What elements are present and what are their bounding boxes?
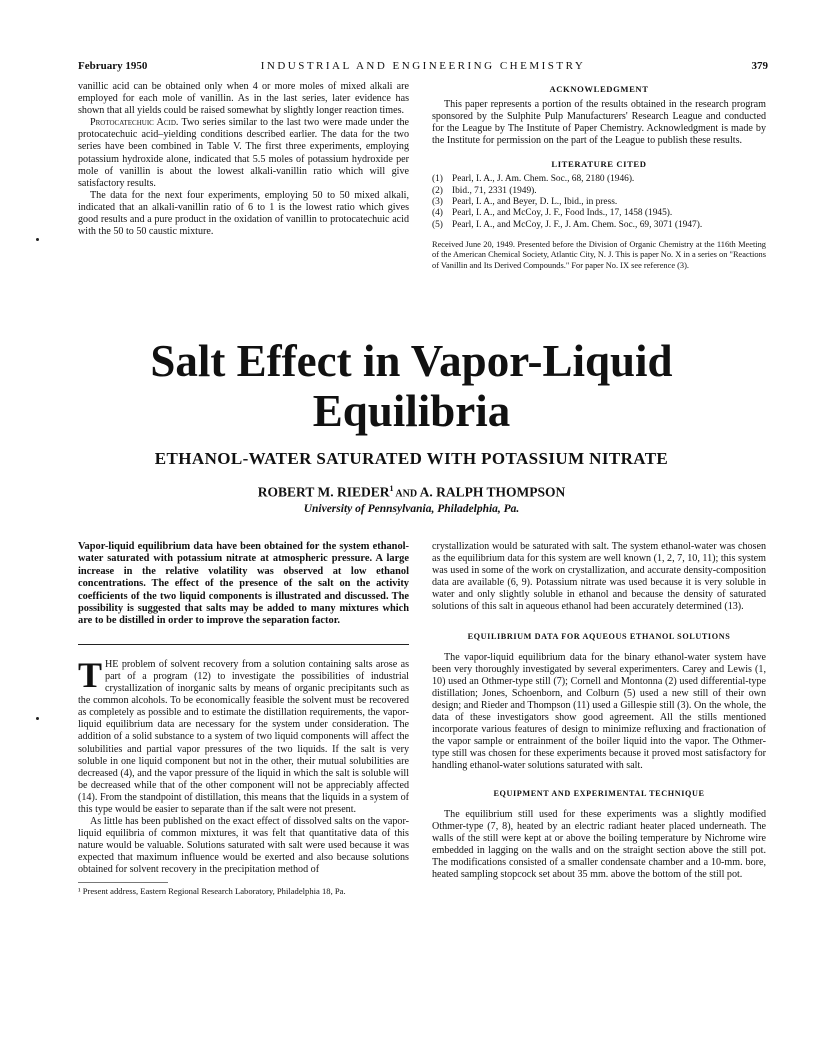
equilibrium-data-text: The vapor-liquid equilibrium data for the binary ethanol-water system have been very thoroughly investigated by several experimenters. Carey and Lewis (1, 10) used an Othmer-type still (7); Cornell and Montonna (2) used differential-type distillation; Jones, Schoenborn, and Colburn (5) used a new still of their own design; and Rieder and Thompson (11) used a Gillespie still (3). On the whole, the data of these investigators show good agreement. All the stills mentioned incorporate various features of design to minimize refluxing and fractionation of the vapor sample or entrainment of the boiler liquid into the vapor. The Othmer-type still was chosen for these experiments because it proved most satisfactory for handling ethanol-water solutions saturated with salt. <box>432 651 766 772</box>
abstract-divider <box>78 644 409 645</box>
article-right-column <box>432 541 766 881</box>
received-note: Received June 20, 1949. Presented before the Division of Organic Chemistry at the 116th Meeting of the American Chemical Society, Atlantic City, N. J. This is paper No. X in a series on "Reactions of Vanillin and Its Derived Compounds." For paper No. IX see reference (3). <box>432 239 766 271</box>
equipment-section <box>432 809 766 882</box>
authors-and: AND <box>393 488 420 500</box>
intro-paragraph-1 <box>78 654 409 816</box>
abstract: Vapor-liquid equilibrium data have been obtained for the system ethanol-water saturated with potassium nitrate at atmospheric pressure. A large increase in the relative volatility was observed at low ethanol concentrations. The effect of the presence of the salt on the activity coefficients of the two liquid components is illustrated and discussed. The possibility is suggested that salts may be added to many mixtures which are to be distilled in order to improve the separation factor. <box>78 541 409 627</box>
introduction <box>78 654 409 877</box>
acknowledgment-heading: ACKNOWLEDGMENT <box>549 84 649 94</box>
drop-cap: T <box>78 654 103 695</box>
prev-article-left-column <box>78 81 409 238</box>
article-title <box>0 336 823 436</box>
prev-paragraph-2 <box>78 117 409 190</box>
reference-item: (3) Pearl, I. A., and Beyer, D. L., Ibid., in press. <box>432 196 618 207</box>
footnote-rule <box>78 882 168 883</box>
equipment-text: The equilibrium still used for these experiments was a slightly modified Othmer-type (7, 8), heated by an electric radiant heater placed underneath. The walls of the still were kept at or above the boiling temperature by Nichrome wire embedded in lagging on the walls and on the straight section above the still pot. The modifications consisted of a smaller condensate chamber and a 10-mm. bore, heated sampling stopcock set about 35 mm. above the bottom of the still pot. <box>432 808 766 880</box>
issue-date: February 1950 <box>78 60 148 72</box>
equilibrium-data-section <box>432 652 766 773</box>
author-rieder: ROBERT M. RIEDER <box>257 484 390 500</box>
reference-item: (2) Ibid., 71, 2331 (1949). <box>432 185 537 196</box>
article-authors <box>0 484 823 501</box>
reference-item: (4) Pearl, I. A., and McCoy, J. F., Food Inds., 17, 1458 (1945). <box>432 208 673 219</box>
affiliation: University of Pennsylvania, Philadelphia, Pa. <box>303 503 520 515</box>
article-left-column <box>78 541 409 896</box>
intro-paragraph-1-text: HE problem of solvent recovery from a solution containing salts arose as part of a program (12) to investigate the possibilities of industrial crystallization of inorganic salts by means of organic precipitants such as the common alcohols. To be economically feasible the solvent must be recovered as completely as possible and to estimate the distillation requirements, the vapor-liquid equilibrium data are necessary for the system under consideration. The addition of a solid substance to a system of two liquid components will affect the solubilities and partial vapor pressures of the two liquids. If the salt is very soluble in one liquid component but not in the other, their mutual solubilities are decreased (4), and the vapor pressure of the liquid in which the salt is soluble will be decreased while that of the other component will not be appreciably affected (14). From the standpoint of distillation, this means that the liquids in a system of this type would be easier to separate than if the salt were not present. <box>78 658 409 815</box>
author-thompson: A. RALPH THOMPSON <box>419 484 566 500</box>
literature-cited-heading: LITERATURE CITED <box>551 159 647 170</box>
equilibrium-data-heading: EQUILIBRIUM DATA FOR AQUEOUS ETHANOL SOLUTIONS <box>467 631 731 641</box>
prev-paragraph-1: vanillic acid can be obtained only when 4 or more moles of mixed alkali are employed for each mole of vanillin. As in the last series, later evidence has shown that all yields could be raised somewhat by slightly longer reaction times. <box>78 81 409 117</box>
margin-dot <box>36 717 39 720</box>
margin-dot <box>36 238 39 241</box>
running-head <box>78 60 768 76</box>
reference-item: (1) Pearl, I. A., J. Am. Chem. Soc., 68, 2180 (1946). <box>432 174 635 185</box>
author-footnote: ¹ Present address, Eastern Regional Research Laboratory, Philadelphia 18, Pa. <box>78 885 346 896</box>
right-intro <box>432 541 766 614</box>
page-number: 379 <box>751 60 768 72</box>
acknowledgment-body <box>432 99 766 147</box>
right-paragraph-1: crystallization would be saturated with salt. The system ethanol-water was chosen as the equilibrium data for this system are well known (1, 2, 7, 10, 11); this system was used in some of the work on crystallization, and accurate density-composition data are available (6, 9). Potassium nitrate was used because it is very soluble in water and only slightly soluble in ethanol and because the density of saturated solutions of this salt in aqueous ethanol had been accurately determined (13). <box>432 541 766 613</box>
protocatechuic-lead: Protocatechuic Acid. <box>90 117 179 129</box>
equipment-heading: EQUIPMENT AND EXPERIMENTAL TECHNIQUE <box>493 788 705 798</box>
author-footnote-mark: 1 <box>389 484 394 493</box>
prev-article-right-column <box>432 84 766 272</box>
article-title-line-2: Equilibria <box>312 386 511 436</box>
acknowledgment-text: This paper represents a portion of the results obtained in the research program sponsored by the Sulphite Pulp Manufacturers' Research League and conducted for the League by The Institute of Paper Chemistry. Acknowledgment is made by the Institute for permission on the part of the League to publish these results. <box>432 99 766 147</box>
reference-item: (5) Pearl, I. A., and McCoy, J. F., J. Am. Chem. Soc., 69, 3071 (1947). <box>432 219 703 230</box>
intro-paragraph-2: As little has been published on the exact effect of dissolved salts on the vapor-liquid equilibria of common mixtures, it was felt that quantitative data of this nature would be valuable. Solutions saturated with salt were used because it was expected that maximum influence would be exerted and also because solutions obtained for solvent recovery in the precipitation method of <box>78 816 409 876</box>
reference-list <box>432 174 766 230</box>
article-title-line-1: Salt Effect in Vapor-Liquid <box>150 336 673 386</box>
article-subtitle: ETHANOL-WATER SATURATED WITH POTASSIUM NITRATE <box>154 449 669 468</box>
prev-paragraph-2-text: Two series similar to the last two were made under the protocatechuic acid–yielding conditions described earlier. The data for the two series have been combined in Table V. The first three experiments, employing potassium hydroxide alone, indicated that 5.5 moles of potassium hydroxide per mole of vanillin is about the lowest alkali-vanillin ratio which will give satisfactory results. <box>78 117 410 189</box>
journal-name: INDUSTRIAL AND ENGINEERING CHEMISTRY <box>260 60 586 72</box>
prev-paragraph-3: The data for the next four experiments, employing 50 to 50 mixed alkali, indicated that an alkali-vanillin ratio of 6 to 1 is the lowest ratio which gives good results and a pure product in the oxidation of vanillin to protocatechuic acid with the 50 to 50 caustic mixture. <box>78 189 409 238</box>
